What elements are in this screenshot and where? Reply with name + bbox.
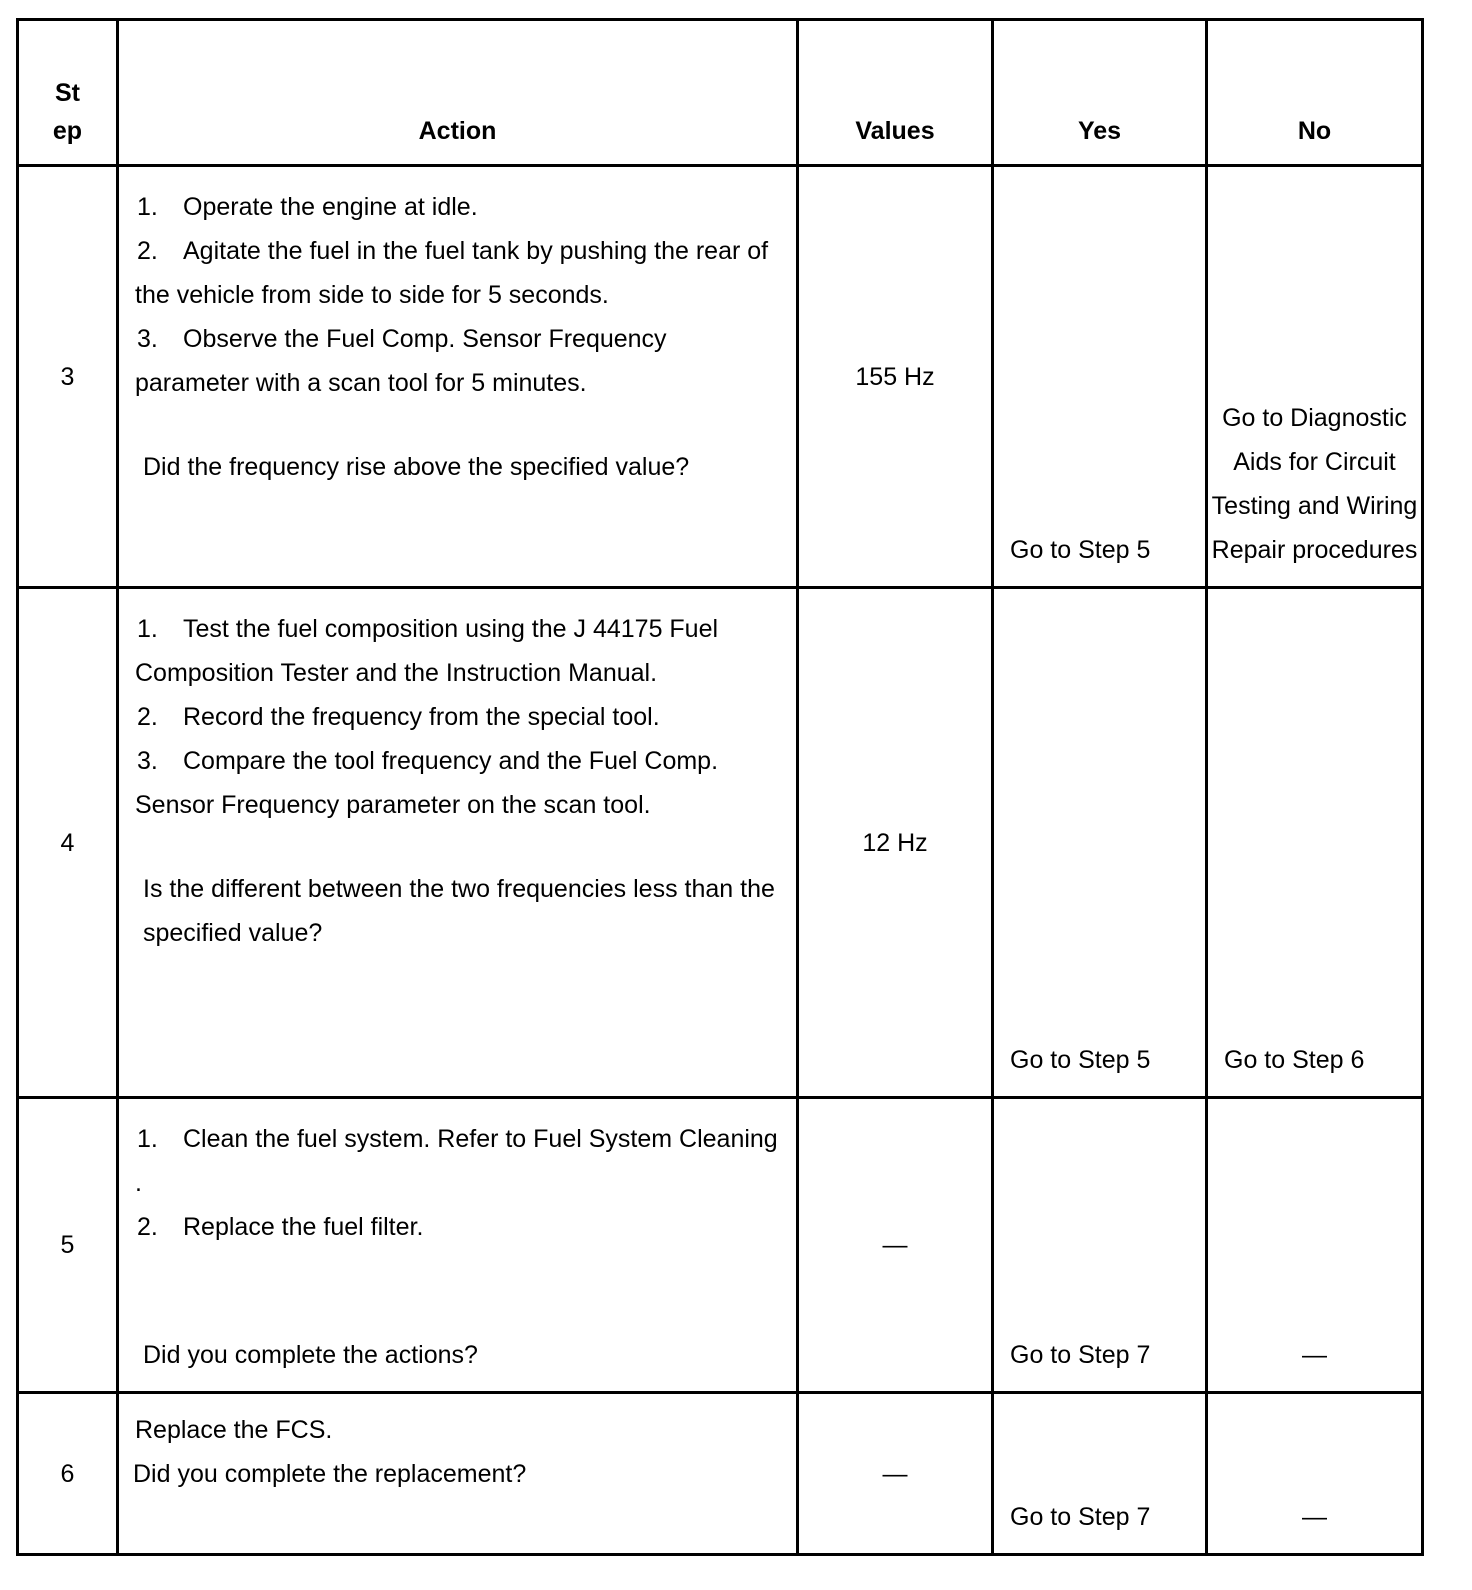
table-row bbox=[18, 1098, 1423, 1393]
no-cell: Go to Diagnostic Aids for Circuit Testing and Wiring Repair procedures bbox=[1207, 166, 1423, 588]
action-item: 3. Observe the Fuel Comp. Sensor Frequency parameter with a scan tool for 5 minutes. bbox=[135, 325, 667, 397]
diagnostic-table bbox=[16, 18, 1424, 1556]
action-cell bbox=[118, 1393, 798, 1555]
value-cell: — bbox=[798, 1098, 993, 1393]
value-cell: 12 Hz bbox=[798, 588, 993, 1098]
action-question: Did you complete the actions? bbox=[143, 1341, 478, 1369]
action-item: 2. Agitate the fuel in the fuel tank by pushing the rear of the vehicle from side to side for 5 seconds. bbox=[135, 237, 769, 309]
table-row bbox=[18, 166, 1423, 588]
header-no: No bbox=[1207, 20, 1423, 166]
header-yes: Yes bbox=[993, 20, 1207, 166]
step-number: 4 bbox=[18, 588, 118, 1098]
header-step: St ep bbox=[18, 20, 118, 166]
action-item: 1. Test the fuel composition using the J 44175 Fuel Composition Tester and the Instruction Manual. bbox=[135, 615, 719, 687]
action-cell bbox=[118, 1098, 798, 1393]
action-cell bbox=[118, 166, 798, 588]
action-item: 2. Replace the fuel filter. bbox=[137, 1213, 424, 1241]
no-cell: Go to Step 6 bbox=[1207, 588, 1423, 1098]
no-cell: — bbox=[1207, 1393, 1423, 1555]
action-line: Replace the FCS. bbox=[135, 1416, 333, 1444]
action-question: Is the different between the two frequencies less than the specified value? bbox=[143, 875, 775, 947]
action-item: 1. Operate the engine at idle. bbox=[137, 193, 478, 221]
action-cell bbox=[118, 588, 798, 1098]
value-cell: 155 Hz bbox=[798, 166, 993, 588]
table-row bbox=[18, 588, 1423, 1098]
no-cell: — bbox=[1207, 1098, 1423, 1393]
action-item: 2. Record the frequency from the special tool. bbox=[137, 703, 660, 731]
value-cell: — bbox=[798, 1393, 993, 1555]
yes-cell: Go to Step 7 bbox=[993, 1393, 1207, 1555]
yes-cell: Go to Step 5 bbox=[993, 588, 1207, 1098]
header-row bbox=[18, 20, 1423, 166]
yes-cell: Go to Step 5 bbox=[993, 166, 1207, 588]
action-item: 1. Clean the fuel system. Refer to Fuel System Cleaning . bbox=[135, 1125, 778, 1197]
header-values: Values bbox=[798, 20, 993, 166]
step-number: 5 bbox=[18, 1098, 118, 1393]
yes-cell: Go to Step 7 bbox=[993, 1098, 1207, 1393]
step-number: 6 bbox=[18, 1393, 118, 1555]
action-question: Did you complete the replacement? bbox=[133, 1460, 527, 1488]
action-item: 3. Compare the tool frequency and the Fuel Comp. Sensor Frequency parameter on the scan tool. bbox=[135, 747, 719, 819]
header-action: Action bbox=[118, 20, 798, 166]
action-question: Did the frequency rise above the specified value? bbox=[143, 453, 690, 481]
table-row bbox=[18, 1393, 1423, 1555]
step-number: 3 bbox=[18, 166, 118, 588]
